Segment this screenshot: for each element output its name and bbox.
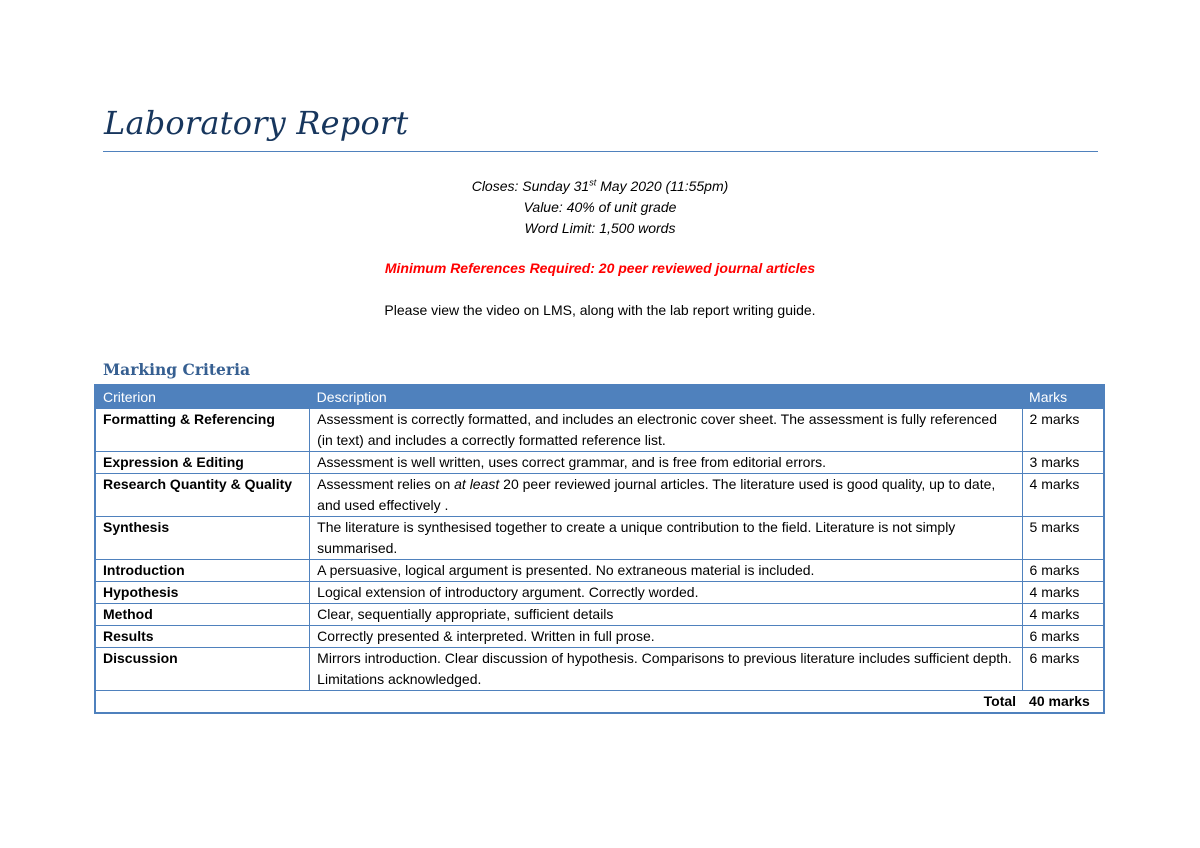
table-header-row	[95, 385, 1104, 409]
marks-cell: 4 marks	[1022, 474, 1104, 517]
total-label: Total	[95, 691, 1022, 714]
marks-cell: 6 marks	[1022, 648, 1104, 691]
table-row	[95, 648, 1104, 691]
marks-cell: 2 marks	[1022, 409, 1104, 452]
description-cell: A persuasive, logical argument is presented. No extraneous material is included.	[310, 560, 1022, 582]
table-row	[95, 560, 1104, 582]
marks-cell: 3 marks	[1022, 452, 1104, 474]
description-cell: Assessment is well written, uses correct grammar, and is free from editorial errors.	[310, 452, 1022, 474]
table-row	[95, 517, 1104, 560]
description-cell: Clear, sequentially appropriate, sufficient details	[310, 604, 1022, 626]
table-row	[95, 582, 1104, 604]
closing-date	[0, 176, 1200, 197]
criterion-cell: Synthesis	[95, 517, 310, 560]
description-emphasis: at least	[454, 476, 500, 492]
criterion-cell: Discussion	[95, 648, 310, 691]
minimum-references-notice: Minimum References Required: 20 peer reviewed journal articles	[384, 260, 816, 276]
word-limit: Word Limit: 1,500 words	[524, 220, 676, 236]
marks-cell: 4 marks	[1022, 582, 1104, 604]
page-title: Laboratory Report	[104, 104, 409, 142]
marking-criteria-heading: Marking Criteria	[103, 360, 251, 379]
description-text: 20 peer reviewed journal articles. The literature used is good quality, up to date, and used effectively .	[317, 476, 996, 513]
marks-cell: 5 marks	[1022, 517, 1104, 560]
title-divider	[103, 151, 1098, 152]
column-header-criterion: Criterion	[95, 385, 310, 409]
total-row	[95, 691, 1104, 714]
column-header-description: Description	[310, 385, 1022, 409]
table-row	[95, 409, 1104, 452]
closing-date-suffix: May 2020 (11:55pm)	[596, 178, 729, 194]
description-cell: The literature is synthesised together to create a unique contribution to the field. Literature is not simply summarised.	[310, 517, 1022, 560]
table-row	[95, 626, 1104, 648]
criterion-cell: Method	[95, 604, 310, 626]
marks-cell: 6 marks	[1022, 626, 1104, 648]
description-cell	[310, 474, 1022, 517]
marks-cell: 6 marks	[1022, 560, 1104, 582]
closing-date-ordinal: st	[589, 177, 597, 188]
closing-date-prefix: Closes: Sunday 31	[471, 178, 590, 194]
description-cell: Mirrors introduction. Clear discussion of hypothesis. Comparisons to previous literature includes sufficient depth. Limitations acknowledged.	[310, 648, 1022, 691]
criterion-cell: Research Quantity & Quality	[95, 474, 310, 517]
marking-criteria-table	[94, 384, 1105, 714]
grade-value: Value: 40% of unit grade	[523, 199, 677, 215]
criterion-cell: Hypothesis	[95, 582, 310, 604]
criterion-cell: Results	[95, 626, 310, 648]
column-header-marks: Marks	[1022, 385, 1104, 409]
assignment-info	[0, 176, 1200, 239]
table-row	[95, 452, 1104, 474]
criterion-cell: Introduction	[95, 560, 310, 582]
video-guide-note: Please view the video on LMS, along with the lab report writing guide.	[384, 302, 816, 318]
table-row	[95, 604, 1104, 626]
table-row	[95, 474, 1104, 517]
criterion-cell: Formatting & Referencing	[95, 409, 310, 452]
marks-cell: 4 marks	[1022, 604, 1104, 626]
description-cell: Correctly presented & interpreted. Written in full prose.	[310, 626, 1022, 648]
description-text: Assessment relies on	[317, 476, 455, 492]
description-cell: Logical extension of introductory argument. Correctly worded.	[310, 582, 1022, 604]
description-cell: Assessment is correctly formatted, and includes an electronic cover sheet. The assessment is fully referenced (in text) and includes a correctly formatted reference list.	[310, 409, 1022, 452]
total-marks: 40 marks	[1022, 691, 1104, 714]
criterion-cell: Expression & Editing	[95, 452, 310, 474]
